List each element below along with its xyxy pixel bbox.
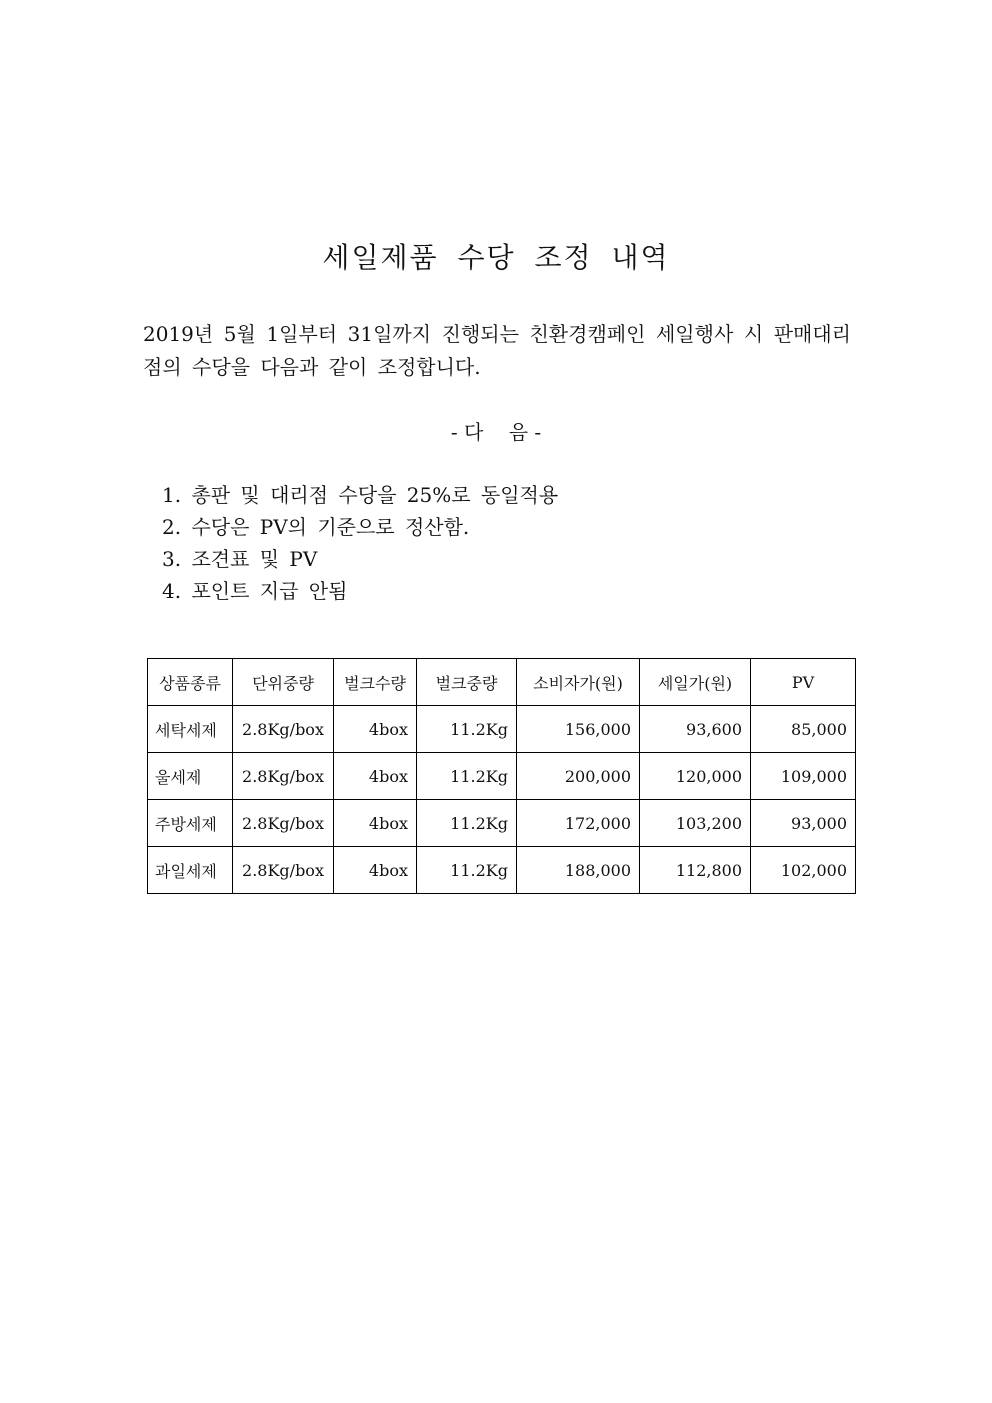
cell-unit-weight: 2.8Kg/box (233, 847, 334, 894)
cell-unit-weight: 2.8Kg/box (233, 800, 334, 847)
column-header-bulk-weight: 벌크중량 (417, 659, 517, 706)
column-header-unit-weight: 단위중량 (233, 659, 334, 706)
cell-product-type: 과일세제 (148, 847, 233, 894)
rate-table (147, 658, 856, 894)
intro-line-2: 점의 수당을 다음과 같이 조정합니다. (143, 355, 481, 379)
cell-product-type: 울세제 (148, 753, 233, 800)
notice-item: 1. 총판 및 대리점 수당을 25%로 동일적용 (162, 483, 559, 507)
table-row (148, 753, 856, 800)
cell-retail-price: 200,000 (517, 753, 640, 800)
notice-item: 4. 포인트 지급 안됨 (162, 579, 348, 603)
table-header-row (148, 659, 856, 706)
intro-paragraph (143, 318, 851, 384)
page-title: 세일제품 수당 조정 내역 (322, 241, 670, 274)
column-header-retail-price: 소비자가(원) (517, 659, 640, 706)
cell-bulk-weight: 11.2Kg (417, 706, 517, 753)
cell-bulk-quantity: 4box (334, 753, 417, 800)
cell-sale-price: 120,000 (640, 753, 751, 800)
notice-list (162, 479, 558, 607)
cell-unit-weight: 2.8Kg/box (233, 706, 334, 753)
cell-unit-weight: 2.8Kg/box (233, 753, 334, 800)
table-row (148, 847, 856, 894)
cell-bulk-weight: 11.2Kg (417, 847, 517, 894)
table-row (148, 706, 856, 753)
cell-bulk-quantity: 4box (334, 706, 417, 753)
cell-retail-price: 188,000 (517, 847, 640, 894)
cell-sale-price: 103,200 (640, 800, 751, 847)
table-row (148, 800, 856, 847)
cell-pv: 102,000 (751, 847, 856, 894)
cell-bulk-quantity: 4box (334, 800, 417, 847)
cell-retail-price: 156,000 (517, 706, 640, 753)
cell-retail-price: 172,000 (517, 800, 640, 847)
column-header-bulk-quantity: 벌크수량 (334, 659, 417, 706)
notice-item: 3. 조견표 및 PV (162, 547, 318, 571)
cell-sale-price: 93,600 (640, 706, 751, 753)
column-header-product-type: 상품종류 (148, 659, 233, 706)
cell-product-type: 세탁세제 (148, 706, 233, 753)
cell-sale-price: 112,800 (640, 847, 751, 894)
cell-pv: 85,000 (751, 706, 856, 753)
section-separator: - 다 음 - (450, 420, 542, 444)
column-header-sale-price: 세일가(원) (640, 659, 751, 706)
rate-table-container (147, 658, 855, 894)
column-header-pv: PV (751, 659, 856, 706)
cell-pv: 109,000 (751, 753, 856, 800)
intro-line-1: 2019년 5월 1일부터 31일까지 진행되는 친환경캠페인 세일행사 시 판매대리 (143, 322, 851, 346)
cell-pv: 93,000 (751, 800, 856, 847)
cell-bulk-quantity: 4box (334, 847, 417, 894)
cell-product-type: 주방세제 (148, 800, 233, 847)
cell-bulk-weight: 11.2Kg (417, 800, 517, 847)
notice-item: 2. 수당은 PV의 기준으로 정산함. (162, 515, 470, 539)
cell-bulk-weight: 11.2Kg (417, 753, 517, 800)
